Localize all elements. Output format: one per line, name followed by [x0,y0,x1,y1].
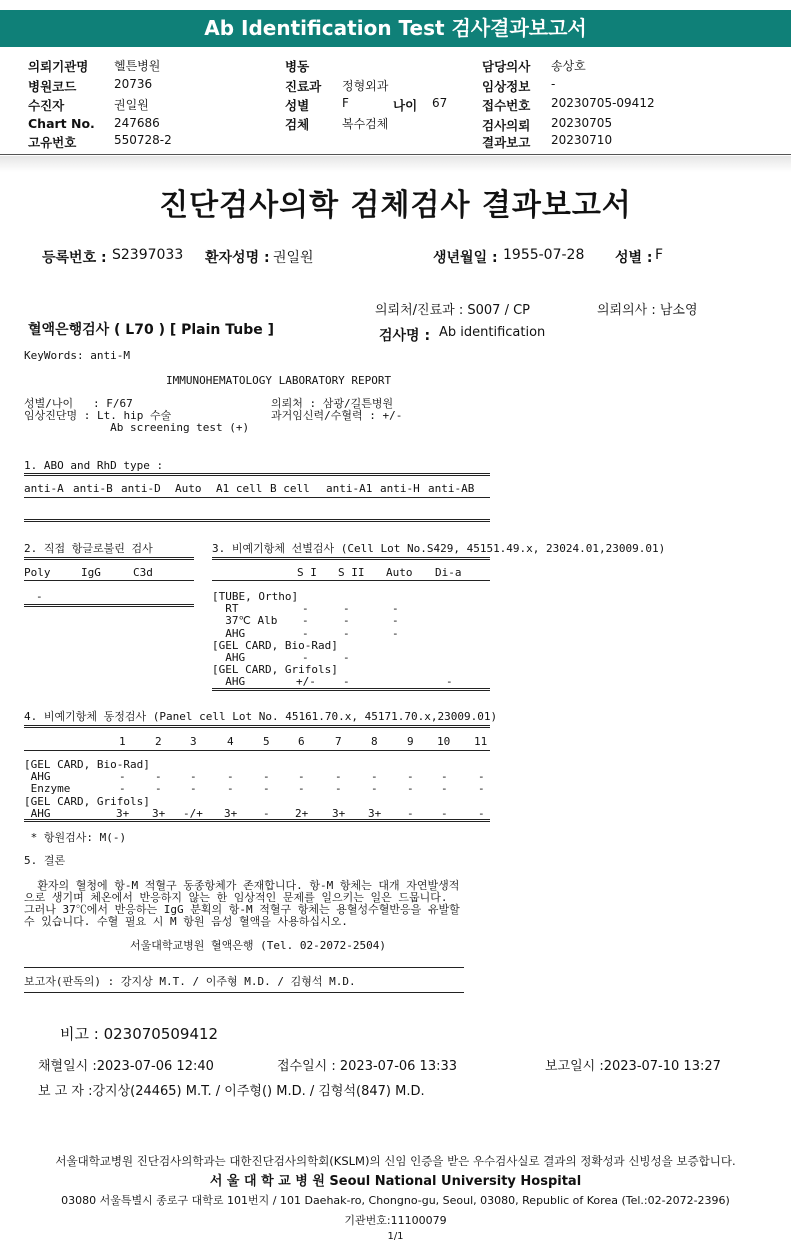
s4-cell: - [190,770,197,784]
s4-row-label: AHG [24,806,51,820]
s4-cell: - [119,782,126,796]
s1-header: anti-A [24,482,64,495]
test-label: 검사명 : [379,328,431,344]
s4-row-label: [GEL CARD, Grifols] [24,794,150,808]
s4-cell: 3+ [332,806,346,820]
cert-line: 서울대학교병원 진단검사의학과는 대한진단검사의학회(KSLM)의 신임 인증을 받은 우수검사실로 결과의 정확성과 신빙성을 보증합니다. [55,1154,736,1168]
unique-value: 550728-2 [114,133,172,147]
header-shade [0,156,791,172]
s4-header: 7 [335,735,342,748]
s4-rule-top [24,725,490,728]
s3-rule-top [212,557,490,560]
s4-header: 3 [190,735,197,748]
line-screen: Ab screening test (+) [24,421,250,434]
s4-cell: - [441,806,448,820]
s1-header: anti-B [73,482,113,495]
s4-header: 6 [298,735,305,748]
s4-cell: - [407,806,414,820]
s1-rule-bottom [24,519,490,522]
unique-label: 고유번호 [28,135,77,150]
s1-title: 1. ABO and RhD type : [24,459,164,472]
s3-cell: - [343,602,350,616]
s3-cell: - [302,626,309,640]
s3-cell: - [446,675,453,689]
s4-cell: 3+ [368,806,382,820]
header-divider [0,154,791,155]
s4-cell: - [335,770,342,784]
s3-rule-mid [212,580,490,581]
dob-label: 생년월일 : [433,250,498,266]
report-sex-label: 성별 : [615,250,653,266]
s3-cell: - [302,602,309,616]
s4-cell: - [478,770,485,784]
s4-cell: - [190,782,197,796]
collect-time: 채혈일시 :2023-07-06 12:40 [38,1059,214,1074]
s4-title: 4. 비예기항체 동정검사 (Panel cell Lot No. 45161.70.x, 45171.70.x,23009.01) [24,710,498,723]
conclusion-2: 으로 생기며 체온에서 반응하지 않는 한 임상적인 문제를 일으키는 일은 드뭅니다. [24,891,448,904]
s4-cell: -/+ [183,806,203,820]
s1-header: anti-AB [428,482,475,495]
name-label: 환자성명 : [205,250,270,266]
s4-cell: 2+ [295,806,309,820]
s3-cell: - [343,614,350,628]
s4-cell: - [263,806,270,820]
s1-rule-top [24,473,490,476]
s2-title: 2. 직접 항글로불린 검사 [24,542,153,555]
s4-cell: - [371,770,378,784]
keywords: KeyWords: anti-M [24,349,130,362]
hospital-code-label: 병원코드 [28,79,77,94]
hospital-code-value: 20736 [114,77,153,91]
sex-label: 성별 [285,98,310,113]
s4-cell: - [407,782,414,796]
s3-rule-bottom [212,688,490,691]
s4-row-label: [GEL CARD, Bio-Rad] [24,758,150,771]
s4-row-label: AHG [24,770,51,784]
result-label: 결과보고 [482,135,531,150]
s4-cell: - [335,782,342,796]
section-title: 혈액은행검사 ( L70 ) [ Plain Tube ] [28,322,275,338]
s5-title: 5. 결론 [24,854,66,867]
s3-row-label: 37℃ Alb [212,614,278,628]
s1-rule-mid [24,497,490,498]
s4-cell: - [407,770,414,784]
reporter-rule-bottom [24,992,464,993]
reporter-rule-top [24,967,464,968]
report-time: 보고일시 :2023-07-10 13:27 [545,1059,721,1074]
result-value: 20230710 [551,133,613,147]
s1-header: anti-H [380,482,420,495]
s4-cell: - [478,806,485,820]
s4-cell: - [441,770,448,784]
chart-value: 247686 [114,116,160,130]
s4-cell: - [263,782,270,796]
doctor-label: 담당의사 [482,59,531,74]
s4-cell: 3+ [116,806,130,820]
s3-cell: - [302,651,309,664]
s2-rule-mid [24,580,194,581]
reporter-signature: 보 고 자 :강지상(24465) M.T. / 이주형() M.D. / 김형석(847) M.D. [38,1084,425,1099]
s1-header: Auto [175,482,202,495]
s4-row-label: Enzyme [24,782,71,796]
receipt-label: 접수번호 [482,98,531,113]
hospital-name: 서 울 대 학 교 병 원 Seoul National University Hospital [209,1174,582,1189]
s3-row-label: [GEL CARD, Grifols] [212,663,338,677]
s4-cell: - [119,770,126,784]
s4-header: 10 [437,735,451,748]
s3-cell: +/- [296,675,316,689]
request-value: 20230705 [551,116,613,130]
s1-header: anti-D [121,482,161,495]
chart-label: Chart No. [28,116,95,131]
dept-value: 정형외과 [342,79,389,93]
hospital-value: 헬튼병원 [114,59,161,73]
s4-header: 4 [227,735,234,748]
s3-cell: - [343,675,350,689]
s3-row-label: [TUBE, Ortho] [212,590,299,603]
test-value: Ab identification [439,325,546,340]
remark: 비고 : 023070509412 [60,1025,219,1043]
name-value: 권일원 [273,250,314,266]
dept-label: 진료과 [285,79,322,94]
request-label: 검사의뢰 [482,118,531,133]
s2-header: IgG [81,566,101,579]
s3-cell: - [392,626,399,640]
s4-cell: - [441,782,448,796]
s2-rule-top [24,557,194,560]
age-value: 67 [432,96,448,110]
s4-header: 11 [474,735,488,748]
s4-cell: - [371,782,378,796]
s4-cell: - [155,782,162,796]
report-banner-title: Ab Identification Test 검사결과보고서 [0,10,791,47]
s4-cell: - [227,770,234,784]
clinical-value: - [551,77,556,91]
req-dept: 의뢰처/진료과 : S007 / CP [375,303,530,318]
s3-row-label: AHG [212,651,246,664]
doctor-value: 송상호 [551,59,586,73]
s4-cell: - [263,770,270,784]
s1-header: B cell [270,482,310,495]
address-line: 03080 서울특별시 종로구 대학로 101번지 / 101 Daehak-ro, Chongno-gu, Seoul, 03080, Republic of Korea (Tel.:02-2072-2396) [61,1194,730,1207]
s3-cell: - [302,614,309,628]
receipt-value: 20230705-09412 [551,96,655,110]
clinical-label: 임상정보 [482,79,531,94]
s3-header: S I [297,566,317,579]
lab-heading: IMMUNOHEMATOLOGY LABORATORY REPORT [166,374,392,387]
s4-rule-bottom [24,819,490,822]
report-sex-value: F [655,247,664,263]
s2-header: Poly [24,566,51,579]
antigen-test: * 항원검사: M(-) [24,831,127,844]
specimen-label: 검체 [285,117,310,132]
conclusion-3: 그러나 37℃에서 반응하는 IgG 분획의 항-M 적혈구 항체는 용혈성수혈반응을 유발할 [24,903,460,916]
patient-value: 권일원 [114,98,149,112]
bloodbank-line: 서울대학교병원 혈액은행 (Tel. 02-2072-2504) [130,939,386,952]
s1-header: anti-A1 [326,482,373,495]
line-sex: 성별/나이 : F/67 [24,397,133,410]
line-req: 의뢰처 : 삼광/길튼병원 [271,397,394,410]
s2-rule-bottom [24,604,194,607]
s3-row-label: RT [212,602,239,616]
dob-value: 1955-07-28 [503,247,585,263]
s3-row-label: AHG [212,626,246,640]
s4-rule-mid [24,750,490,751]
s3-title: 3. 비예기항체 선별검사 (Cell Lot No.S429, 45151.49.x, 23024.01,23009.01) [212,542,666,555]
s3-header: S II [338,566,365,579]
conclusion-1: 환자의 혈청에 항-M 적혈구 동종항체가 존재합니다. 항-M 항체는 대개 자연발생적 [24,879,460,892]
s4-header: 5 [263,735,270,748]
s1-header: A1 cell [216,482,263,495]
hospital-label: 의뢰기관명 [28,59,89,74]
s4-cell: - [478,782,485,796]
s2-value: - [36,590,43,603]
s4-cell: 3+ [224,806,238,820]
s4-cell: - [298,770,305,784]
s3-header: Auto [386,566,413,579]
reg-value: S2397033 [112,247,184,263]
s2-header: C3d [133,566,153,579]
sex-value: F [342,96,349,110]
specimen-value: 복수검체 [342,117,389,131]
s4-cell: 3+ [152,806,166,820]
ward-label: 병동 [285,59,310,74]
s3-cell: - [392,602,399,616]
s3-row-label: [GEL CARD, Bio-Rad] [212,638,338,652]
page-number: 1/1 [387,1231,404,1242]
s4-cell: - [227,782,234,796]
receive-time: 접수일시 : 2023-07-06 13:33 [277,1059,458,1074]
inst-number: 기관번호:11100079 [344,1214,447,1227]
conclusion-4: 수 있습니다. 수혈 필요 시 M 항원 음성 혈액을 사용하십시오. [24,915,348,928]
patient-label: 수진자 [28,98,65,113]
s3-cell: - [343,651,350,664]
s3-header: Di-a [435,566,462,579]
req-doctor: 의뢰의사 : 남소영 [597,303,698,318]
s4-cell: - [155,770,162,784]
reporters-line: 보고자(판독의) : 강지상 M.T. / 이주형 M.D. / 김형석 M.D. [24,975,356,988]
report-title: 진단검사의학 검체검사 결과보고서 [159,188,632,223]
age-label: 나이 [393,98,418,113]
s3-row-label: AHG [212,675,246,689]
s4-header: 9 [407,735,414,748]
s4-header: 1 [119,735,126,748]
s3-cell: - [343,626,350,640]
reg-label: 등록번호 : [42,250,107,266]
s4-header: 8 [371,735,378,748]
line-hist: 과거임신력/수혈력 : +/- [271,409,403,422]
line-diag: 임상진단명 : Lt. hip 수술 [24,409,172,422]
s3-cell: - [392,614,399,628]
s4-cell: - [298,782,305,796]
s4-header: 2 [155,735,162,748]
